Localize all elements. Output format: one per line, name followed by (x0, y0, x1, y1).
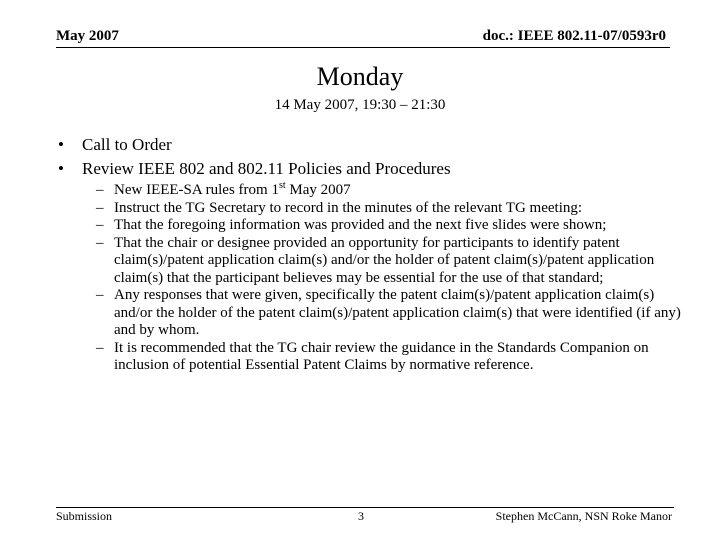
sub-bullet-text (114, 182, 351, 198)
page-number: 3 (358, 509, 364, 523)
ordinal-superscript: st (278, 180, 286, 191)
sub-bullet-text: That the chair or designee provided an opportunity for participants to identify patent claim(s)/patent application claim(s) and/or the holder of patent claim(s)/patent application claim(s) that the participant believes may be essential for the use of that standard; (114, 234, 655, 286)
sub-bullet-item (96, 182, 686, 200)
header-date: May 2007 (56, 28, 119, 44)
sub-bullet-text: Instruct the TG Secretary to record in the minutes of the relevant TG meeting: (114, 199, 583, 216)
dash-marker: – (96, 287, 104, 303)
header-divider (56, 47, 670, 48)
dash-marker: – (96, 182, 104, 198)
bullet-marker: • (58, 159, 64, 178)
dash-marker: – (96, 199, 104, 216)
sub-bullet-list (96, 182, 686, 375)
dash-marker: – (96, 217, 104, 233)
slide-title: Monday (316, 62, 404, 91)
dash-marker: – (96, 339, 104, 356)
sub-bullet-item (96, 235, 686, 288)
sub-bullet-item (96, 287, 686, 340)
bullet-text: Call to Order (82, 135, 172, 154)
sub-bullet-text-part: May 2007 (285, 182, 351, 198)
footer-submission: Submission (56, 509, 113, 523)
bullet-item (58, 157, 698, 181)
sub-bullet-item (96, 200, 686, 218)
sub-bullet-item (96, 217, 686, 235)
header-doc-id: doc.: IEEE 802.11-07/0593r0 (482, 28, 666, 44)
dash-marker: – (96, 234, 104, 251)
sub-bullet-text-part: New IEEE-SA rules from 1 (114, 182, 279, 198)
main-bullet-list (58, 133, 698, 181)
bullet-item (58, 133, 698, 157)
sub-bullet-text: Any responses that were given, specifically the patent claim(s)/patent application claim(s) and/or the holder of the patent claim(s)/patent application claim(s) that were identified (if any) and by whom. (114, 287, 681, 338)
sub-bullet-text: It is recommended that the TG chair review the guidance in the Standards Companion on inclusion of potential Essential Patent Claims by normative reference. (114, 339, 649, 373)
footer-author: Stephen McCann, NSN Roke Manor (495, 509, 672, 523)
bullet-marker: • (58, 135, 64, 154)
bullet-text: Review IEEE 802 and 802.11 Policies and Procedures (82, 159, 451, 178)
slide-subtitle: 14 May 2007, 19:30 – 21:30 (274, 97, 446, 113)
sub-bullet-item (96, 340, 686, 375)
footer-divider (56, 507, 674, 508)
sub-bullet-text: That the foregoing information was provided and the next five slides were shown; (114, 217, 607, 233)
